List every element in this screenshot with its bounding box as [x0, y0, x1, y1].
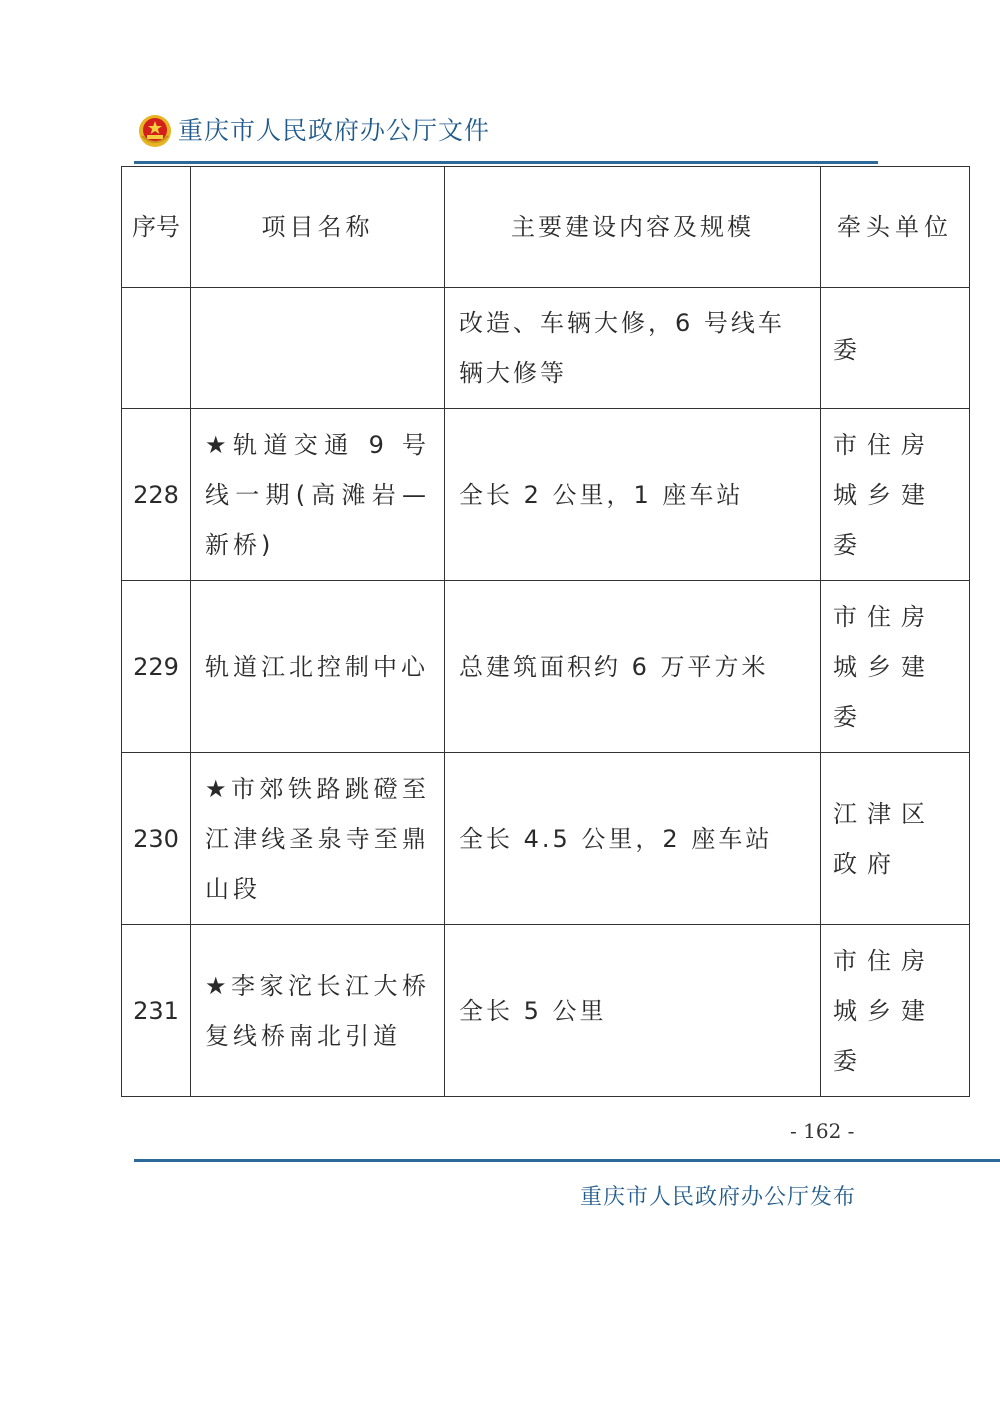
cell-no: 229: [122, 581, 191, 753]
page-number: - 162 -: [790, 1119, 855, 1143]
col-header-content: 主要建设内容及规模: [445, 167, 821, 288]
cell-unit: 市住房城乡建委: [821, 925, 970, 1097]
cell-unit: 市住房城乡建委: [821, 409, 970, 581]
cell-name: ★市郊铁路跳磴至江津线圣泉寺至鼎山段: [191, 753, 445, 925]
footer-rule: [134, 1159, 1000, 1162]
col-header-no: 序号: [122, 167, 191, 288]
cell-content: 全长 2 公里，1 座车站: [445, 409, 821, 581]
cell-unit: 江津区政府: [821, 753, 970, 925]
cell-name: ★李家沱长江大桥复线桥南北引道: [191, 925, 445, 1097]
document-header: [134, 112, 878, 166]
cell-name: [191, 288, 445, 409]
col-header-unit: 牵头单位: [821, 167, 970, 288]
col-header-name: 项目名称: [191, 167, 445, 288]
cell-no: [122, 288, 191, 409]
national-emblem-icon: [138, 114, 172, 148]
cell-no: 230: [122, 753, 191, 925]
cell-unit: 市住房城乡建委: [821, 581, 970, 753]
footer-publisher: 重庆市人民政府办公厅发布: [580, 1185, 857, 1210]
table-row: [122, 925, 970, 1097]
table-row-continued: [122, 288, 970, 409]
project-table: [121, 166, 970, 1097]
table-header-row: [122, 167, 970, 288]
table-row: [122, 581, 970, 753]
cell-name: ★轨道交通 9 号线一期(高滩岩—新桥): [191, 409, 445, 581]
cell-no: 228: [122, 409, 191, 581]
cell-content: 全长 4.5 公里，2 座车站: [445, 753, 821, 925]
table-row: [122, 409, 970, 581]
table-row: [122, 753, 970, 925]
header-rule: [134, 161, 878, 164]
cell-no: 231: [122, 925, 191, 1097]
cell-content: 改造、车辆大修，6 号线车辆大修等: [445, 288, 821, 409]
cell-content: 总建筑面积约 6 万平方米: [445, 581, 821, 753]
header-title: 重庆市人民政府办公厅文件: [178, 116, 491, 145]
cell-name: 轨道江北控制中心: [191, 581, 445, 753]
cell-content: 全长 5 公里: [445, 925, 821, 1097]
cell-unit: 委: [821, 288, 970, 409]
